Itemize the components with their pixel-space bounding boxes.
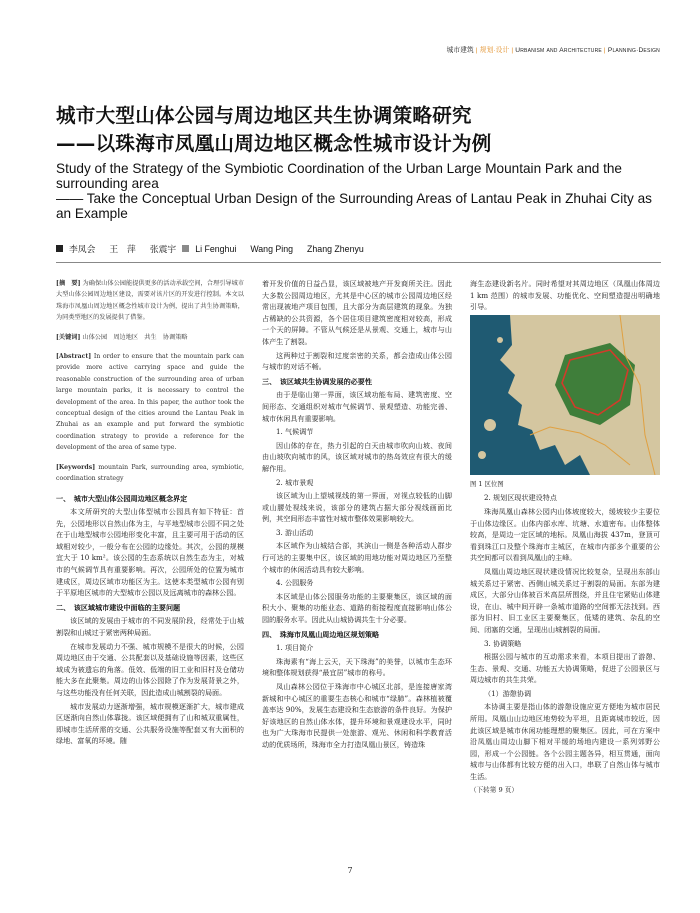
square-bullet-icon: [56, 245, 63, 252]
section-heading: 一、 城市大型山体公园周边地区概念界定: [56, 493, 188, 503]
header-category-cn: 规划·设计: [479, 47, 510, 54]
paragraph: 本区域作为山城结合部，其滨山一侧是各种活动人群步行可达的主要集中区，该区域的用地功能对周边地区乃至整个城市的休闲活动具有较大影响。: [262, 541, 452, 574]
subheading: 4. 公园服务: [276, 578, 314, 588]
paragraph: 根据公园与城市的互动需求来看，本项目提出了游憩、生态、景观、交通、功能五大协调策略，促进了公园景区与周边城市的共生共荣。: [470, 652, 660, 685]
keywords-text: 山体公园 周边地区 共生 协调策略: [82, 333, 188, 341]
paragraph: 在城市发展动力不强、城市规模不是很大的时候，公园周边地区由于交通、公共配套以及基础设施等因素，这些区域成为被遗忘的角落。低效、低端的旧工业和旧村及仓储功能大多在此聚集。周边的山体公园除了作为发展背景之外，与这些功能没有任何关联，因此造成山城割裂的局面。: [56, 641, 244, 697]
paragraph: 因山体的存在，热力引起的白天由城市吹向山坡、夜间由山坡吹向城市的风，该区域对城市的热岛效应有很大的缓解作用。: [262, 440, 452, 473]
title-cn-subtitle: ——以珠海市凤凰山周边地区概念性城市设计为例: [56, 132, 492, 155]
column-3: [470, 278, 660, 798]
figure-caption: 图 1 区位图: [470, 479, 504, 488]
subheading: 1. 项目简介: [276, 643, 314, 653]
abstract-en: [56, 351, 244, 454]
paragraph: 着开发价值的日益凸显，该区域被地产开发商所关注。因此大多数公园周边地区，尤其是中心区的城市公园周边地区经常出现被地产项目包围，且大部分为高层建筑的现象。为独占稀缺的公共资源，各个居住项目建筑密度相对较高，形成一个天的屏障。不管从气候还是从景观、交通上，城市与山体产生了割裂。: [262, 279, 452, 346]
header-section-en: Urbanism and Architecture: [515, 47, 602, 54]
paragraph: 这两种过于割裂和过度亲密的关系，都会造成山体公园与城市的对话不畅。: [262, 350, 452, 372]
author-cn: 王 萍: [109, 244, 136, 254]
running-header: [388, 44, 660, 54]
section-heading: 四、 珠海市凤凰山周边地区规划策略: [262, 629, 380, 639]
author-line: [56, 242, 364, 255]
keywords-label: [关键词]: [56, 333, 81, 341]
header-separator: |: [603, 47, 606, 54]
continuation-note: （下转第 9 页）: [470, 785, 518, 794]
author-cn: 李凤会: [69, 244, 96, 254]
header-separator: |: [475, 47, 478, 54]
subheading: （1）游憩协调: [484, 688, 532, 698]
paragraph: 凤凰山周边地区现状建设情况比较复杂，呈现出东部山城关系过于紧密、西侧山城关系过于割裂的局面。东部为建成区，大部分山体被百米高层所围绕，并且住宅紧贴山体建设，在山、城中间开辟一条城市道路的空间都无法找到。西部为旧村、旧工业区主要聚集区，低矮的建筑、杂乱的空间、闭塞的交通，呈现出山城割裂的局面。: [470, 566, 660, 634]
author-en: Zhang Zhenyu: [307, 244, 364, 254]
header-category-en: Planning·Design: [607, 47, 660, 54]
subheading: 2. 规划区现状建设特点: [484, 493, 557, 503]
divider: [56, 262, 661, 263]
subheading: 3. 游山活动: [276, 527, 314, 537]
author-en: Li Fenghui: [195, 244, 237, 254]
paragraph: 该区域的发展由于城市的不同发展阶段，经常处于山城割裂和山城过于紧密两种局面。: [56, 616, 244, 638]
abstract-label: [摘 要]: [56, 280, 81, 287]
title-en-main: Study of the Strategy of the Symbiotic Coordination of the Urban Large Mountain Park and the surrounding area: [56, 161, 622, 191]
paragraph: 本协调主要是指山体的游憩设施应更方便地为城市居民所用。凤凰山山边地区地势较为平坦，且距离城市较近，因此该区域是城市休闲功能理想的聚集区。因此，可在方案中沿凤凰山周边山脚下相对平缓的场地内建设一系列郊野公园，形成一个公园链。各个公园主题各异，相互贯通，面向城市与山体都有比较方便的出入口，串联了自然山体与城市生活。: [470, 702, 660, 782]
subheading: 1. 气候调节: [276, 427, 314, 437]
location-map-figure: [470, 315, 660, 475]
page-number: 7: [347, 866, 353, 875]
keywords-en: [56, 462, 244, 485]
abstract-text: 为确保山体公园能提供更多的活动承载空间，合理引导城市大型山体公园周边地区建设，需要对该片区的开发进行控制。本文以珠海市凤凰山周边地区概念性城市设计为例，提出了共生协调策略，为同类型地区的发展提供了借鉴。: [56, 280, 245, 322]
title-en-subtitle: —— Take the Conceptual Urban Design of the Surrounding Areas of Lantau Peak in Zhuhai City as an Example: [56, 191, 652, 221]
header-section-cn: 城市建筑: [446, 47, 474, 54]
map-island: [484, 419, 496, 431]
paragraph: 珠海凤凰山森林公园内山体坡度较大，缓坡较少主要位于山体边缘区。山体内部水库、坑塘、水道密布。山体整体较高，是周边一定区域的地标。凤凰山海拔 437m，登顶可看到珠江口及整个珠海市主城区，在城市内部多个重要的公共空间都可以看到凤凰山的主峰。: [470, 506, 660, 563]
paragraph: 本区域是山体公园服务功能的主要聚集区，该区域的面积大小、聚集的功能业态、道路的衔接程度直接影响山体公园的服务水平。因此从山城协调共生十分必要。: [262, 591, 452, 625]
map-island: [497, 337, 503, 343]
section-heading: 三、 该区域共生协调发展的必要性: [262, 376, 372, 386]
paragraph: 该区域为山上望城视线的第一界面，对视点较低的山脚或山腰处视线来说，该部分的建筑占据大部分视线画面比例，其空间形态丰富性对城市整体效果影响较大。: [262, 491, 452, 524]
paragraph: 海生态建设新名片。同时希望对其周边地区（凤凰山体周边 1 km 范围）的城市发展、功能优化、空间塑造提出明确地引导。: [470, 279, 660, 312]
subheading: 3. 协调策略: [484, 638, 522, 648]
map-island: [478, 451, 486, 459]
header-separator: |: [511, 47, 514, 54]
abstract-label: [Abstract]: [56, 353, 92, 361]
square-bullet-icon: [182, 245, 189, 252]
column-1: [56, 278, 244, 749]
keywords-text: mountain Park, surrounding area, symbiotic, coordination strategy: [56, 463, 244, 483]
paragraph: 由于是临山第一界面，该区域功能布局、建筑密度、空间形态、交通组织对城市气候调节、景观塑造、功能完善、城市休闲具有重要影响。: [262, 390, 452, 423]
location-map-image: [470, 315, 660, 475]
author-en: Wang Ping: [250, 244, 294, 254]
section-heading: 二、 该区域城市建设中面临的主要问题: [56, 602, 181, 612]
keywords-cn: [56, 332, 244, 343]
paragraph: 本文所研究的大型山体型城市公园具有如下特征：首先，公园地形以自然山体为主，与平地型城市公园不同之处在于山地型城市公园地形变化丰富，且主要可用于活动的区域相对较少，一般分布在公园的边缘处。其次，公园的规模宜大于 10 km²。该公园的生态系统以自然生态为主，对城市的气候调节具有重要影响。再次，公园所处的位置为城市建成区，周边区域市功能区为主。这使本类型城市公园有别于平原地区城市的大型城市公园以及远离城市的森林公园。: [56, 507, 244, 598]
paragraph: 城市发展动力逐渐增强，城市规模逐渐扩大，城市建成区逐渐向自然山体靠拢。该区域便拥有了山和城双重属性，即城市生活所需的交通、公共服务设施等配套又有大面积的绿地、富氧的环境。随: [56, 701, 244, 746]
author-cn: 张震宇: [149, 244, 177, 254]
title-cn-main: 城市大型山体公园与周边地区共生协调策略研究: [56, 104, 472, 127]
abstract-text: In order to ensure that the mountain park can provide more active carrying space and guide the reasonable construction of the surrounding area of urban large mountain parks, it is necessary to control the development of the area. In this paper, the author took the conceptual design of the cities around the Lantau Peak in Zhuhai as an example and put forward the symbiotic coordination strategy to provide a reference for the development of the area of same type.: [56, 353, 244, 452]
paragraph: 凤山森林公园位于珠海市中心城区北部，是连接唐家湾新城和中心城区的重要生态核心和城市“绿肺”。森林植被覆盖率达 90%，发展生态建设和生态旅游的条件良好。为保护好该地区的自然山体水体，提升环境和景观建设水平，同时也为广大珠海市民提供一处旅游、观光、休闲和科学教育活动的优质场所，珠海市全力打造凤凰山景区，铸造珠: [262, 682, 452, 749]
paragraph: 珠海素有“海上云天，天下珠海”的美誉，以城市生态环境和整体规划获得“最宜居”城市的称号。: [262, 656, 452, 678]
subheading: 2. 城市景观: [276, 477, 314, 487]
abstract-cn: [56, 278, 244, 324]
column-2: [262, 278, 452, 753]
keywords-label: [Keywords]: [56, 463, 96, 471]
